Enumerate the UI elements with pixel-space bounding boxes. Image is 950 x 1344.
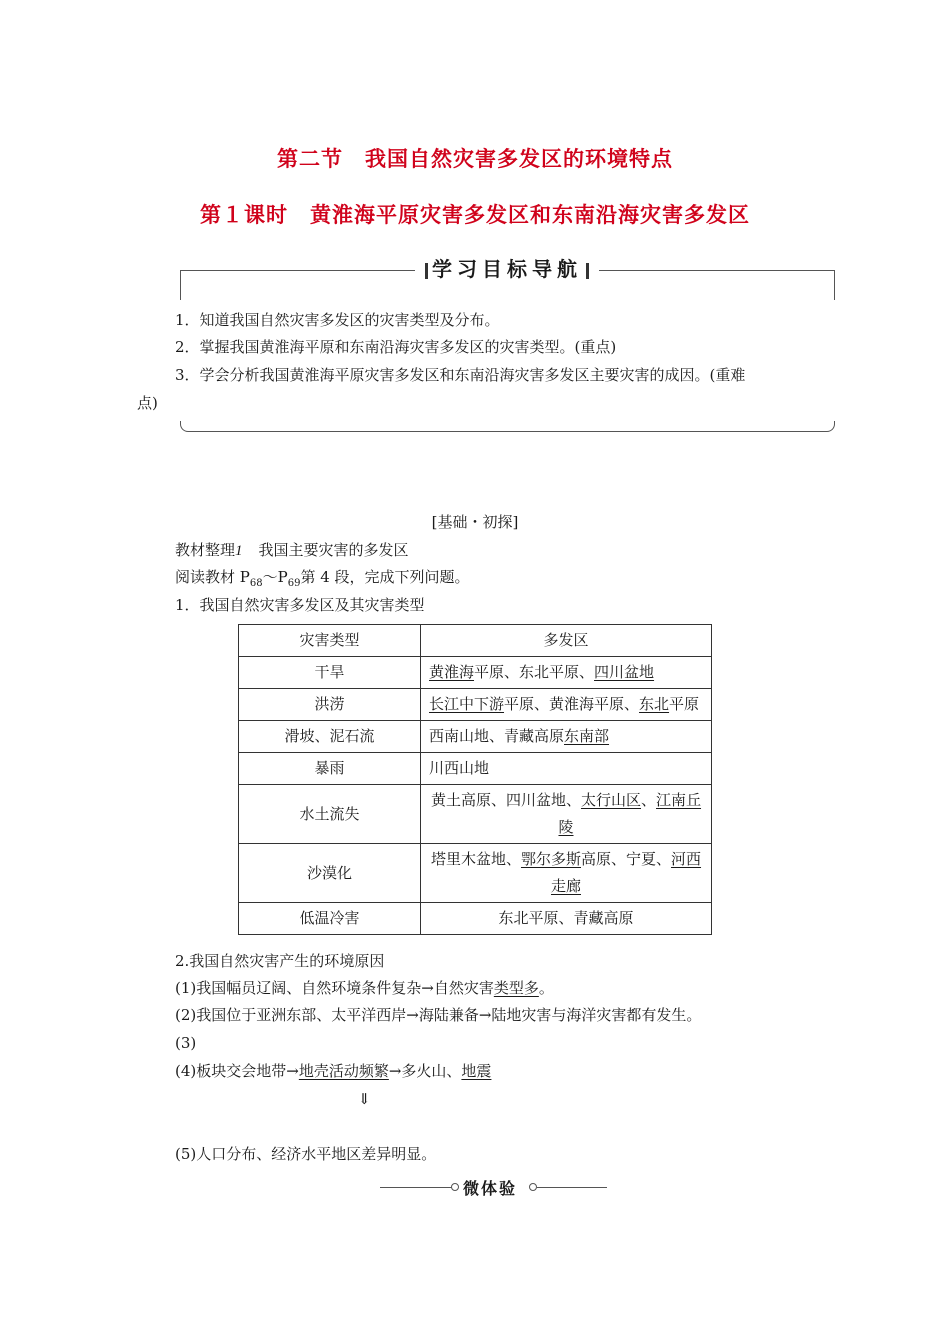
area-answer: 太行山区 [580, 791, 641, 809]
disaster-type-cell: 低温冷害 [239, 903, 421, 935]
cause-4-answer-1: 地壳活动频繁 [298, 1062, 389, 1080]
section-title: 第二节 我国自然灾害多发区的环境特点 [277, 146, 673, 171]
material-label: 教材整理 [175, 541, 236, 559]
page-end: 69 [287, 578, 301, 589]
cause-line-4 [175, 1058, 491, 1084]
table-header-row [239, 625, 712, 657]
disaster-area-cell [421, 753, 712, 785]
disaster-area-cell [421, 785, 712, 844]
table-row [239, 721, 712, 753]
goal-item-3: 3．学会分析我国黄淮海平原灾害多发区和东南沿海灾害多发区主要灾害的成因。(重难 [175, 366, 746, 384]
cause-1-text: (1)我国幅员辽阔、自然环境条件复杂→自然灾害 [175, 979, 494, 997]
area-answer: 江南丘陵 [558, 791, 702, 836]
goal-heading [415, 253, 599, 282]
cause-4-answer-2: 地震 [461, 1062, 492, 1080]
disaster-table [238, 624, 712, 935]
goal-box-left-border [180, 270, 181, 300]
area-text: 黄土高原、四川盆地、 [430, 791, 581, 809]
area-answer: 黄淮海 [429, 663, 475, 681]
disaster-area-cell [421, 657, 712, 689]
table-row [239, 903, 712, 935]
down-arrow-icon: ⇓ [358, 1090, 371, 1108]
reading-suffix: 第 4 段，完成下列问题。 [300, 568, 470, 586]
material-heading [175, 537, 409, 564]
disaster-type-cell: 暴雨 [239, 753, 421, 785]
cause-line-5: (5)人口分布、经济水平地区差异明显。 [175, 1145, 437, 1163]
table-row [239, 753, 712, 785]
section-tag: [基础・初探] [431, 513, 519, 531]
table-body [239, 657, 712, 935]
area-text: 平原、东北平原、 [474, 663, 595, 681]
area-answer: 鄂尔多斯 [520, 850, 581, 868]
cause-4-text: (4)板块交会地带→ [175, 1062, 299, 1080]
disaster-type-cell: 洪涝 [239, 689, 421, 721]
area-answer: 东南部 [564, 727, 610, 745]
area-text: 平原、黄淮海平原、 [504, 695, 640, 713]
cause-line-1 [175, 975, 554, 1001]
disaster-type-cell: 沙漠化 [239, 844, 421, 903]
header-area: 多发区 [421, 625, 712, 657]
goal-item-2: 2．掌握我国黄淮海平原和东南沿海灾害多发区的灾害类型。(重点) [175, 338, 617, 356]
goal-box-right-border [834, 270, 835, 300]
divider-left-line [380, 1187, 452, 1188]
disaster-type-cell: 滑坡、泥石流 [239, 721, 421, 753]
area-text: 高原、宁夏、 [581, 850, 672, 868]
area-text: 川西山地 [429, 759, 490, 777]
cause-1-end: 。 [538, 979, 554, 997]
cause-1-answer: 类型多 [493, 979, 539, 997]
goal-item-3-cont: 点) [137, 394, 158, 412]
heading-bar-left-icon [425, 263, 428, 279]
disaster-area-cell [421, 689, 712, 721]
material-number: 1 [235, 543, 243, 559]
area-text: 、 [641, 791, 657, 809]
cause-4-mid: →多火山、 [388, 1062, 462, 1080]
disaster-type-cell: 水土流失 [239, 785, 421, 844]
disaster-area-cell [421, 844, 712, 903]
reading-prefix: 阅读教材 P [175, 568, 250, 586]
area-answer: 东北 [639, 695, 670, 713]
page-start: 68 [249, 578, 263, 589]
material-title: 我国主要灾害的多发区 [258, 541, 409, 559]
area-text: 西南山地、青藏高原 [429, 727, 565, 745]
divider-right-dot-icon [529, 1183, 537, 1191]
table-row [239, 657, 712, 689]
area-text: 平原 [669, 695, 700, 713]
divider-right-line [537, 1187, 607, 1188]
table-row [239, 844, 712, 903]
table-row [239, 689, 712, 721]
question-1-title: 1．我国自然灾害多发区及其灾害类型 [175, 596, 425, 614]
reading-tilde: ～P [262, 568, 288, 586]
area-answer: 河西走廊 [550, 850, 702, 895]
micro-experience-title: 微体验 [463, 1179, 518, 1198]
goal-heading-text: 学习目标导航 [432, 257, 582, 281]
area-text: 塔里木盆地、 [430, 850, 521, 868]
area-answer: 四川盆地 [594, 663, 655, 681]
disaster-area-cell [421, 903, 712, 935]
divider-left-dot-icon [451, 1183, 459, 1191]
lesson-title: 第１课时 黄淮海平原灾害多发区和东南沿海灾害多发区 [200, 202, 750, 227]
table-row [239, 785, 712, 844]
cause-line-3: (3) [175, 1034, 197, 1052]
goal-box-bottom-border [180, 421, 835, 432]
disaster-area-cell [421, 721, 712, 753]
heading-bar-right-icon [586, 263, 589, 279]
question-2-title: 2.我国自然灾害产生的环境原因 [175, 952, 385, 970]
area-text: 东北平原、青藏高原 [498, 909, 634, 927]
disaster-type-cell: 干旱 [239, 657, 421, 689]
goal-item-1: 1．知道我国自然灾害多发区的灾害类型及分布。 [175, 311, 500, 329]
header-type: 灾害类型 [239, 625, 421, 657]
cause-line-2: (2)我国位于亚洲东部、太平洋西岸→海陆兼备→陆地灾害与海洋灾害都有发生。 [175, 1006, 702, 1024]
area-answer: 长江中下游 [429, 695, 505, 713]
